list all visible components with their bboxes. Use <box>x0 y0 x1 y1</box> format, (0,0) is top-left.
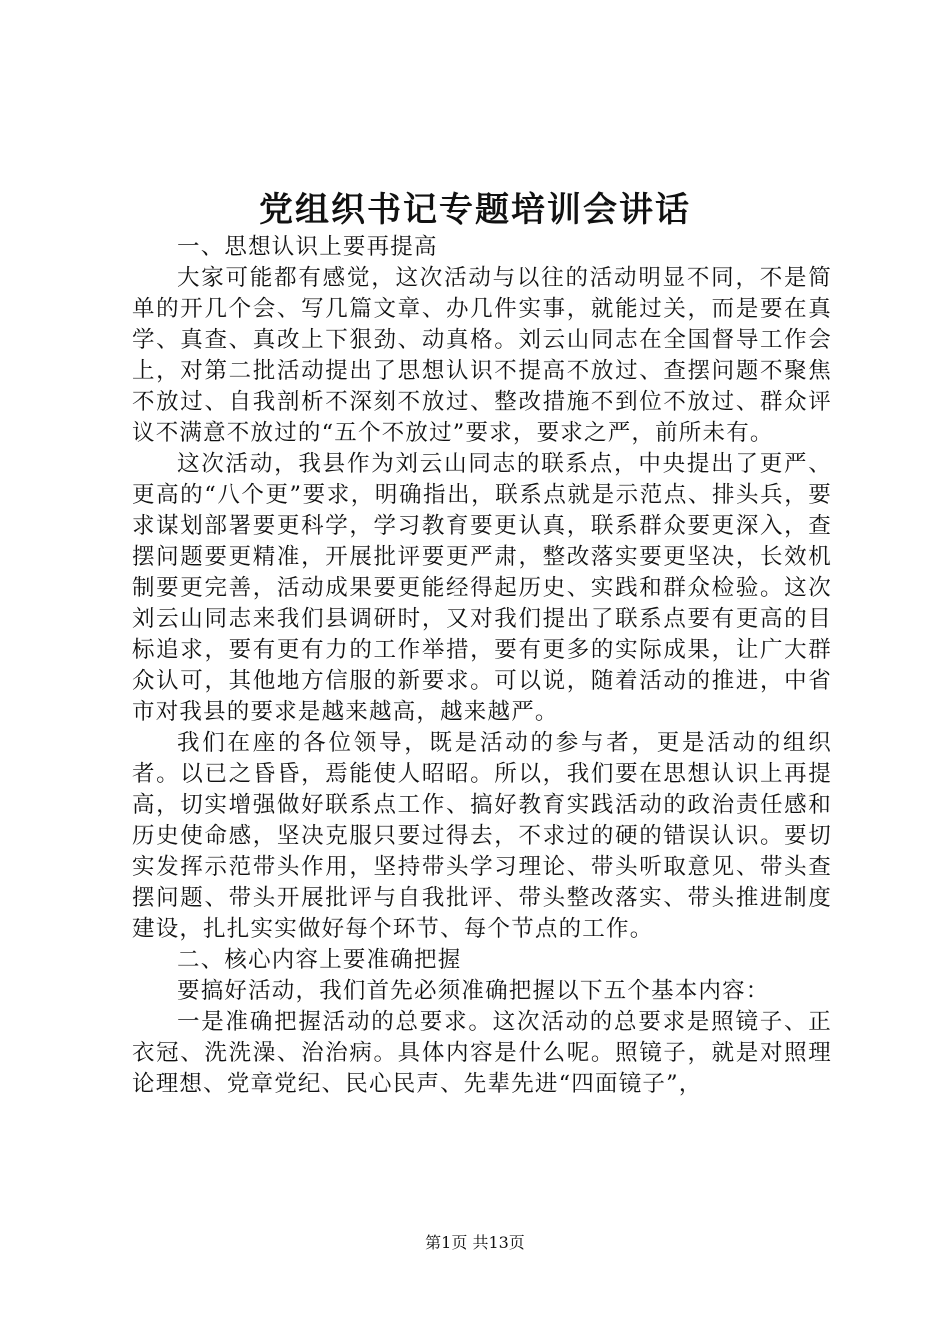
section-heading-2: 二、核心内容上要准确把握 <box>177 947 462 973</box>
body-paragraph: 一是准确把握活动的总要求。这次活动的总要求是照镜子、正衣冠、洗洗澡、治治病。具体内容是什么呢。照镜子，就是对照理论理想、党章党纪、民心民声、先辈先进“四面镜子”， <box>132 1009 832 1097</box>
section-heading-1: 一、思想认识上要再提高 <box>177 234 438 260</box>
document-title: 党组织书记专题培训会讲话 <box>259 190 691 230</box>
body-paragraph: 我们在座的各位领导，既是活动的参与者，更是活动的组织者。以已之昏昏，焉能使人昭昭。所以，我们要在思想认识上再提高，切实增强做好联系点工作、搞好教育实践活动的政治责任感和历史使命感，坚决克服只要过得去，不求过的硬的错误认识。要切实发挥示范带头作用，坚持带头学习理论、带头听取意见、带头查摆问题、带头开展批评与自我批评、带头整改落实、带头推进制度建设，扎扎实实做好每个环节、每个节点的工作。 <box>132 730 832 942</box>
document-body <box>132 232 832 1100</box>
body-paragraph: 大家可能都有感觉，这次活动与以往的活动明显不同，不是简单的开几个会、写几篇文章、办几件实事，就能过关，而是要在真学、真查、真改上下狠劲、动真格。刘云山同志在全国督导工作会上，对第二批活动提出了思想认识不提高不放过、查摆问题不聚焦不放过、自我剖析不深刻不放过、整改措施不到位不放过、群众评议不满意不放过的“五个不放过”要求，要求之严，前所未有。 <box>132 265 832 446</box>
body-paragraph: 要搞好活动，我们首先必须准确把握以下五个基本内容： <box>177 978 770 1004</box>
body-paragraph: 这次活动，我县作为刘云山同志的联系点，中央提出了更严、更高的“八个更”要求，明确指出，联系点就是示范点、排头兵，要求谋划部署要更科学，学习教育要更认真，联系群众要更深入，查摆问题要更精准，开展批评要更严肃，整改落实要更坚决，长效机制要更完善，活动成果要更能经得起历史、实践和群众检验。这次刘云山同志来我们县调研时，又对我们提出了联系点要有更高的目标追求，要有更有力的工作举措，要有更多的实际成果，让广大群众认可，其他地方信服的新要求。可以说，随着活动的推进，中省市对我县的要求是越来越高，越来越严。 <box>132 451 832 725</box>
page-number-footer: 第1页 共13页 <box>425 1233 525 1252</box>
